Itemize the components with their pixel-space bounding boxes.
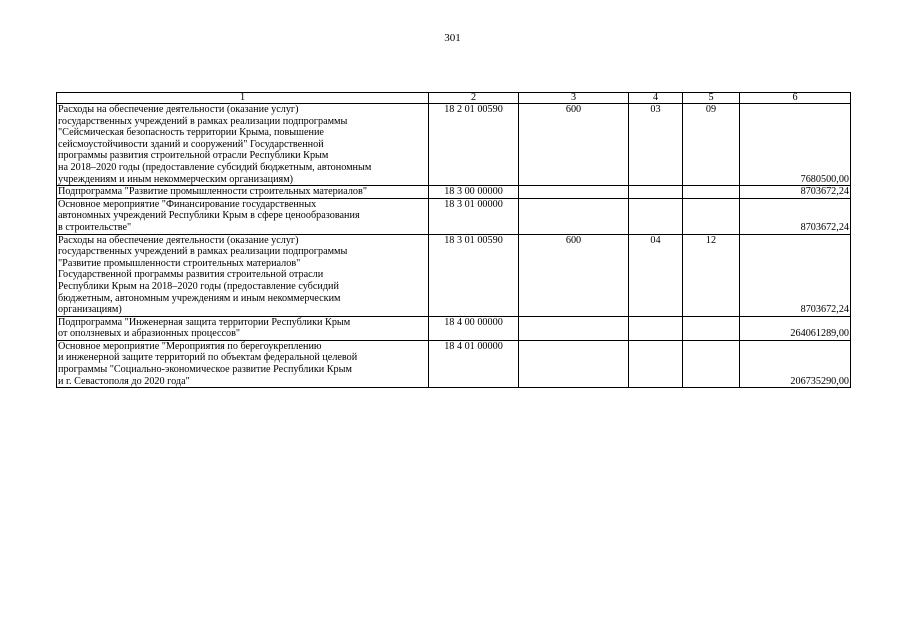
table-row bbox=[57, 104, 851, 186]
row-section: 04 bbox=[629, 234, 683, 316]
row-expense-type bbox=[519, 186, 629, 199]
row-expense-type bbox=[519, 316, 629, 340]
row-description: Расходы на обеспечение деятельности (оказание услуг) государственных учреждений в рамках реализации подпрограммы "Развитие промышленности строительных материалов" Государственной программы развития строительной отрасли Республики Крым на 2018–2020 годы (предоставление субсидий бюджетным, автономным учреждениям и иным некоммерческим организациям) bbox=[57, 234, 429, 316]
row-subsection bbox=[683, 186, 740, 199]
row-expense-type: 600 bbox=[519, 234, 629, 316]
row-expense-type: 600 bbox=[519, 104, 629, 186]
row-section bbox=[629, 198, 683, 234]
row-section bbox=[629, 340, 683, 387]
budget-table bbox=[56, 92, 851, 388]
row-target-code: 18 3 01 00000 bbox=[429, 198, 519, 234]
row-subsection bbox=[683, 198, 740, 234]
row-subsection: 12 bbox=[683, 234, 740, 316]
row-subsection bbox=[683, 316, 740, 340]
row-amount: 206735290,00 bbox=[740, 340, 851, 387]
row-amount: 7680500,00 bbox=[740, 104, 851, 186]
row-target-code: 18 4 01 00000 bbox=[429, 340, 519, 387]
row-section bbox=[629, 186, 683, 199]
row-description: Расходы на обеспечение деятельности (оказание услуг) государственных учреждений в рамках реализации подпрограммы "Сейсмическая безопасность территории Крыма, повышение сейсмоустойчивости зданий и сооружений" Государственной программы развития строительной отрасли Республики Крым на 2018–2020 годы (предоставление субсидий бюджетным, автономным учреждениям и иным некоммерческим организациям) bbox=[57, 104, 429, 186]
table-row bbox=[57, 234, 851, 316]
table-row bbox=[57, 316, 851, 340]
row-description: Основное мероприятие "Мероприятия по берегоукреплению и инженерной защите территорий по объектам федеральной целевой программы "Социально-экономическое развитие Республики Крым и г. Севастополя до 2020 года" bbox=[57, 340, 429, 387]
table-row bbox=[57, 186, 851, 199]
row-subsection bbox=[683, 340, 740, 387]
column-number-row bbox=[57, 93, 851, 104]
row-amount: 8703672,24 bbox=[740, 198, 851, 234]
row-description: Подпрограмма "Развитие промышленности строительных материалов" bbox=[57, 186, 429, 199]
row-section bbox=[629, 316, 683, 340]
row-amount: 8703672,24 bbox=[740, 234, 851, 316]
column-header: 2 bbox=[429, 93, 519, 104]
table-row bbox=[57, 340, 851, 387]
row-target-code: 18 3 00 00000 bbox=[429, 186, 519, 199]
row-target-code: 18 4 00 00000 bbox=[429, 316, 519, 340]
row-description: Основное мероприятие "Финансирование государственных автономных учреждений Республики Крым в сфере ценообразования в строительстве" bbox=[57, 198, 429, 234]
row-description: Подпрограмма "Инженерная защита территории Республики Крым от оползневых и абразионных процессов" bbox=[57, 316, 429, 340]
table-row bbox=[57, 198, 851, 234]
column-header: 1 bbox=[57, 93, 429, 104]
column-header: 3 bbox=[519, 93, 629, 104]
column-header: 5 bbox=[683, 93, 740, 104]
row-amount: 264061289,00 bbox=[740, 316, 851, 340]
row-expense-type bbox=[519, 198, 629, 234]
row-section: 03 bbox=[629, 104, 683, 186]
row-expense-type bbox=[519, 340, 629, 387]
page-number: 301 bbox=[444, 32, 461, 44]
row-target-code: 18 3 01 00590 bbox=[429, 234, 519, 316]
row-amount: 8703672,24 bbox=[740, 186, 851, 199]
row-target-code: 18 2 01 00590 bbox=[429, 104, 519, 186]
column-header: 4 bbox=[629, 93, 683, 104]
column-header: 6 bbox=[740, 93, 851, 104]
row-subsection: 09 bbox=[683, 104, 740, 186]
